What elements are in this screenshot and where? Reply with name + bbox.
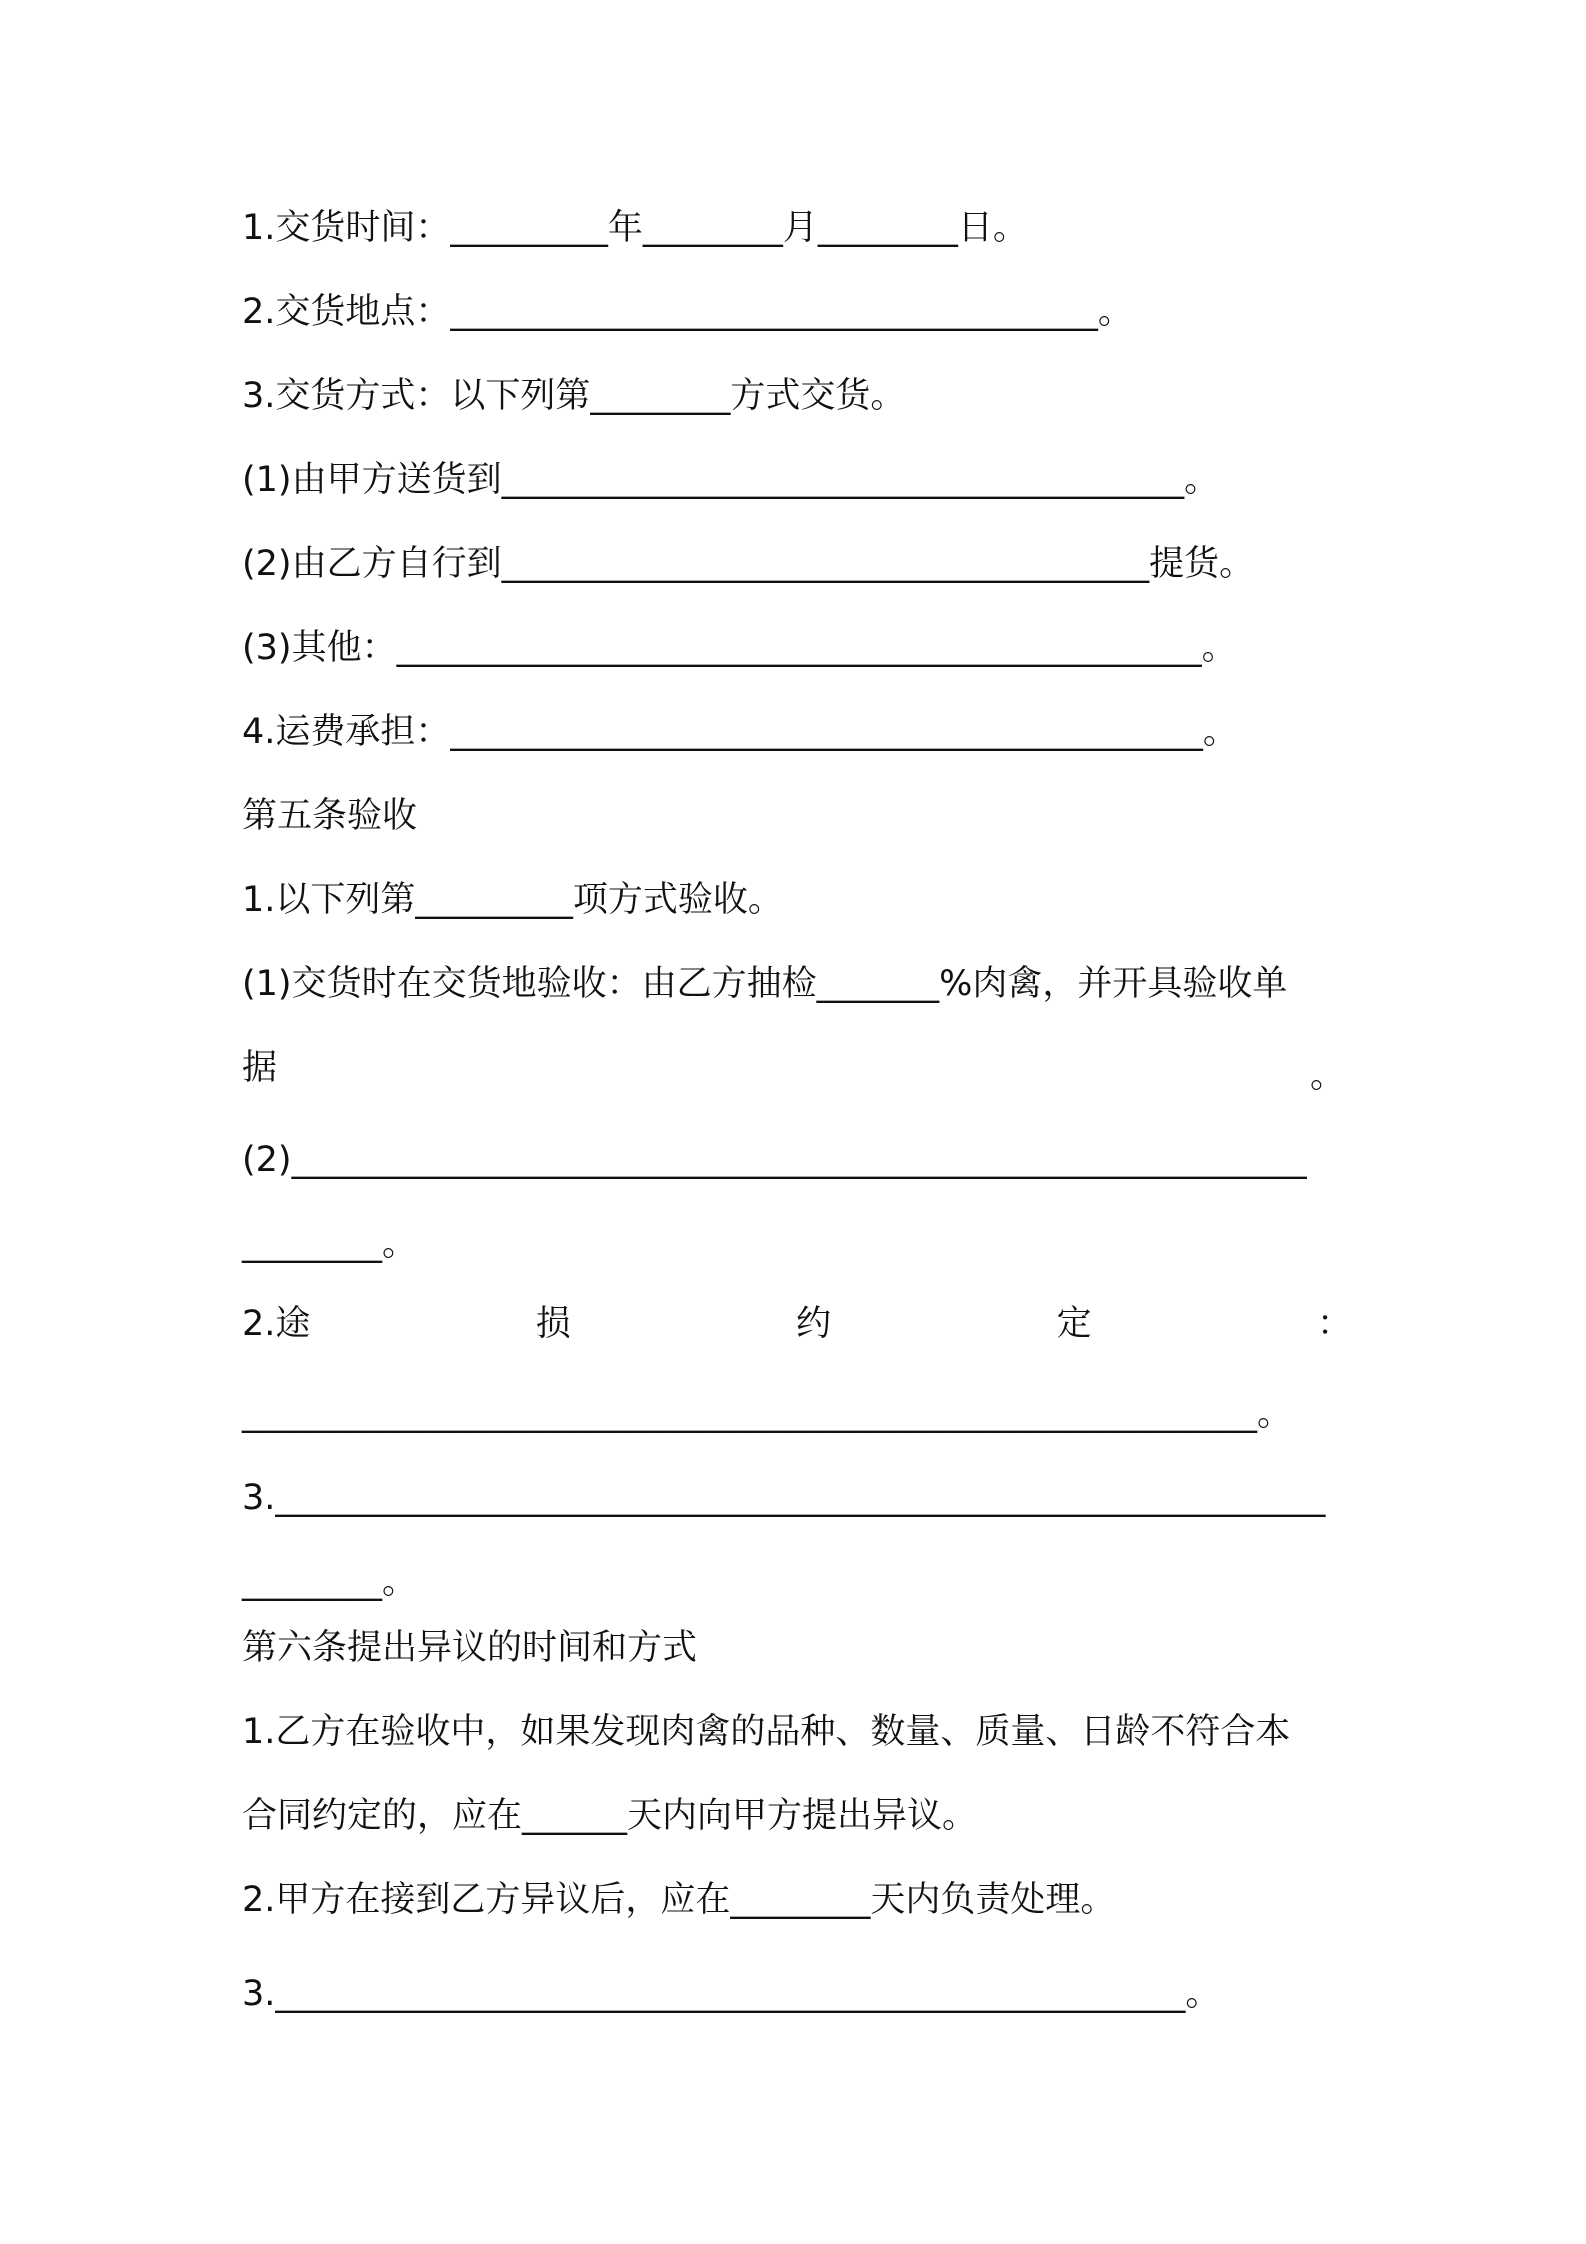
transit-loss-line [242, 1300, 1352, 1348]
transit-loss-char-3: 约 [796, 1304, 832, 1344]
delivery-option-3-line: (3)其他：______________________________________________。 [242, 628, 1237, 668]
article-5-heading: 第五条验收 [242, 796, 418, 836]
transit-loss-char-5: ： [1316, 1304, 1352, 1344]
delivery-place-line: 2.交货地点：_____________________________________。 [242, 292, 1133, 332]
article-6-heading: 第六条提出异议的时间和方式 [242, 1628, 698, 1668]
delivery-method-line: 3.交货方式：以下列第________方式交货。 [242, 376, 906, 416]
acceptance-option-2-line: (2)__________________________________________________________ [242, 1140, 1307, 1180]
transit-loss-char-2: 损 [535, 1304, 571, 1344]
delivery-time-line: 1.交货时间：_________年________月________日。 [242, 208, 1028, 248]
transit-loss-char-1: 2.途 [242, 1304, 311, 1344]
delivery-option-2-line: (2)由乙方自行到_____________________________________提货。 [242, 544, 1255, 584]
objection-3-line: 3.____________________________________________________。 [242, 1974, 1221, 2014]
objection-1-line: 1.乙方在验收中，如果发现肉禽的品种、数量、质量、日龄不符合本 [242, 1712, 1291, 1752]
acceptance-option-1-line: (1)交货时在交货地验收：由乙方抽检_______%肉禽，并开具验收单 [242, 964, 1288, 1004]
objection-1-continuation: 合同约定的，应在______天内向甲方提出异议。 [242, 1796, 978, 1836]
freight-line: 4.运费承担：___________________________________________。 [242, 712, 1238, 752]
objection-2-line: 2.甲方在接到乙方异议后，应在________天内负责处理。 [242, 1880, 1116, 1920]
acceptance-option-2-continuation: ________。 [242, 1224, 418, 1264]
acceptance-item-3-line: 3.____________________________________________________________ [242, 1478, 1326, 1518]
transit-loss-blank-line: __________________________________________________________。 [242, 1394, 1293, 1434]
transit-loss-char-4: 定 [1056, 1304, 1092, 1344]
delivery-option-1-line: (1)由甲方送货到_______________________________________。 [242, 460, 1220, 500]
acceptance-option-1-continuation: 据 [242, 1048, 278, 1088]
acceptance-method-line: 1.以下列第_________项方式验收。 [242, 880, 783, 920]
acceptance-item-3-continuation: ________。 [242, 1562, 418, 1602]
acceptance-option-1-period: 。 [1310, 1056, 1346, 1096]
